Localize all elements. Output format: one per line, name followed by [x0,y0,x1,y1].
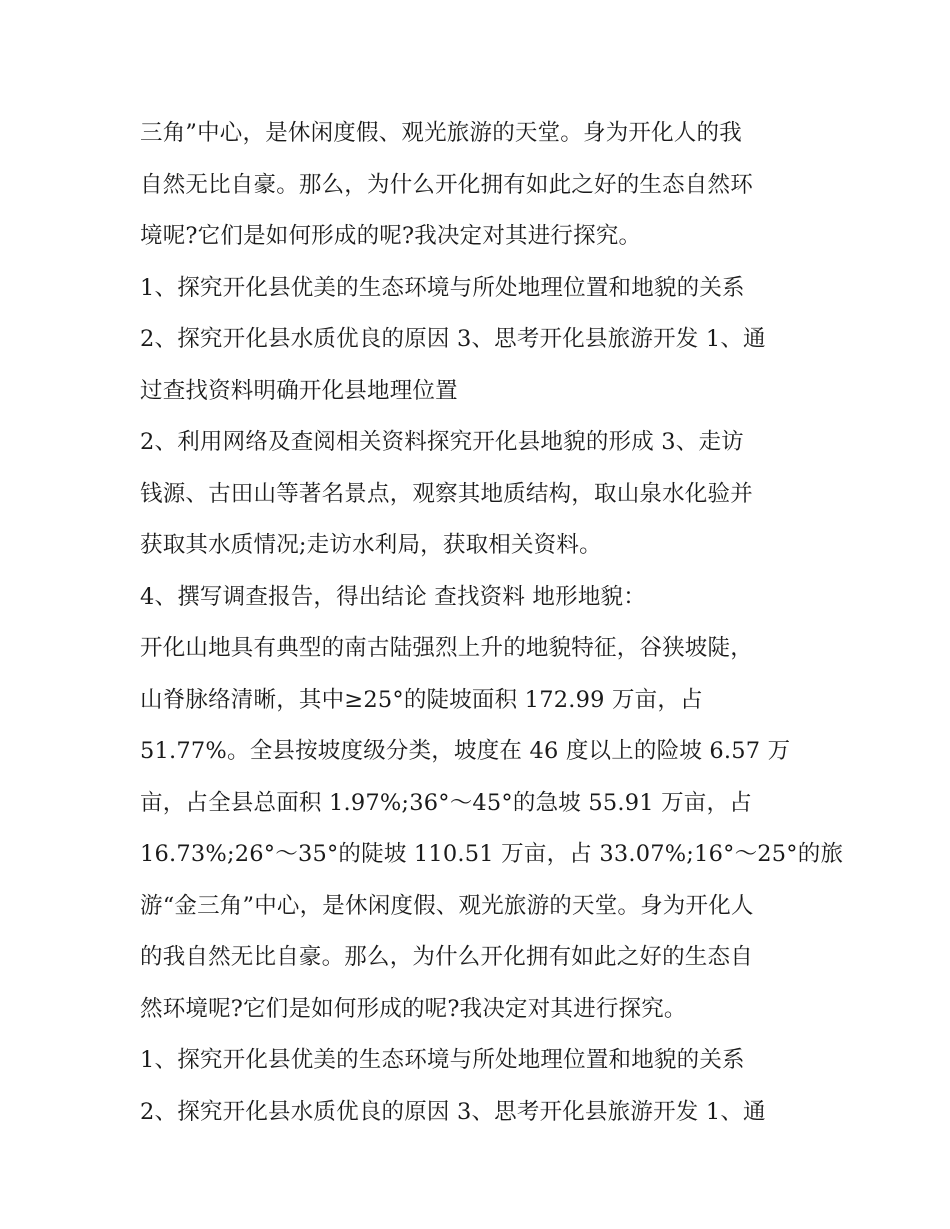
text-line: 4、撰写调查报告，得出结论 查找资料 地形地貌： [140,583,646,610]
text-line: 51.77%。全县按坡度级分类，坡度在 46 度以上的险坡 6.57 万 [140,738,791,764]
text-line: 16.73%;26°～35°的陡坡 110.51 万亩，占 33.07%;16°～25°的旅 [140,841,844,867]
text-line: 三角”中心，是休闲度假、观光旅游的天堂。身为开化人的我 [140,120,742,146]
text-line: 2、探究开化县水质优良的原因 3、思考开化县旅游开发 1、通 [140,1098,766,1125]
text-line: 境呢?它们是如何形成的呢?我决定对其进行探究。 [140,223,642,249]
text-line: 钱源、古田山等著名景点，观察其地质结构，取山泉水化验并 [140,480,753,507]
document-body [140,108,844,1138]
text-line: 亩，占全县总面积 1.97%;36°～45°的急坡 55.91 万亩，占 [140,789,752,816]
text-line: 开化山地具有典型的南古陆强烈上升的地貌特征，谷狭坡陡， [140,635,753,661]
text-line: 获取其水质情况;走访水利局，获取相关资料。 [140,532,602,558]
text-line: 山脊脉络清晰，其中≥25°的陡坡面积 172.99 万亩，占 [140,686,703,713]
text-line: 游“金三角”中心，是休闲度假、观光旅游的天堂。身为开化人 [140,892,754,919]
text-line: 2、探究开化县水质优良的原因 3、思考开化县旅游开发 1、通 [140,326,766,352]
text-line: 过查找资料明确开化县地理位置 [140,377,458,404]
text-line: 的我自然无比自豪。那么，为什么开化拥有如此之好的生态自 [140,944,753,970]
text-line: 然环境呢?它们是如何形成的呢?我决定对其进行探究。 [140,995,687,1022]
text-line: 1、探究开化县优美的生态环境与所处地理位置和地貌的关系 [140,274,745,301]
text-line: 2、利用网络及查阅相关资料探究开化县地貌的形成 3、走访 [140,429,744,455]
text-line: 自然无比自豪。那么，为什么开化拥有如此之好的生态自然环 [140,171,753,198]
text-line: 1、探究开化县优美的生态环境与所处地理位置和地貌的关系 [140,1047,745,1073]
